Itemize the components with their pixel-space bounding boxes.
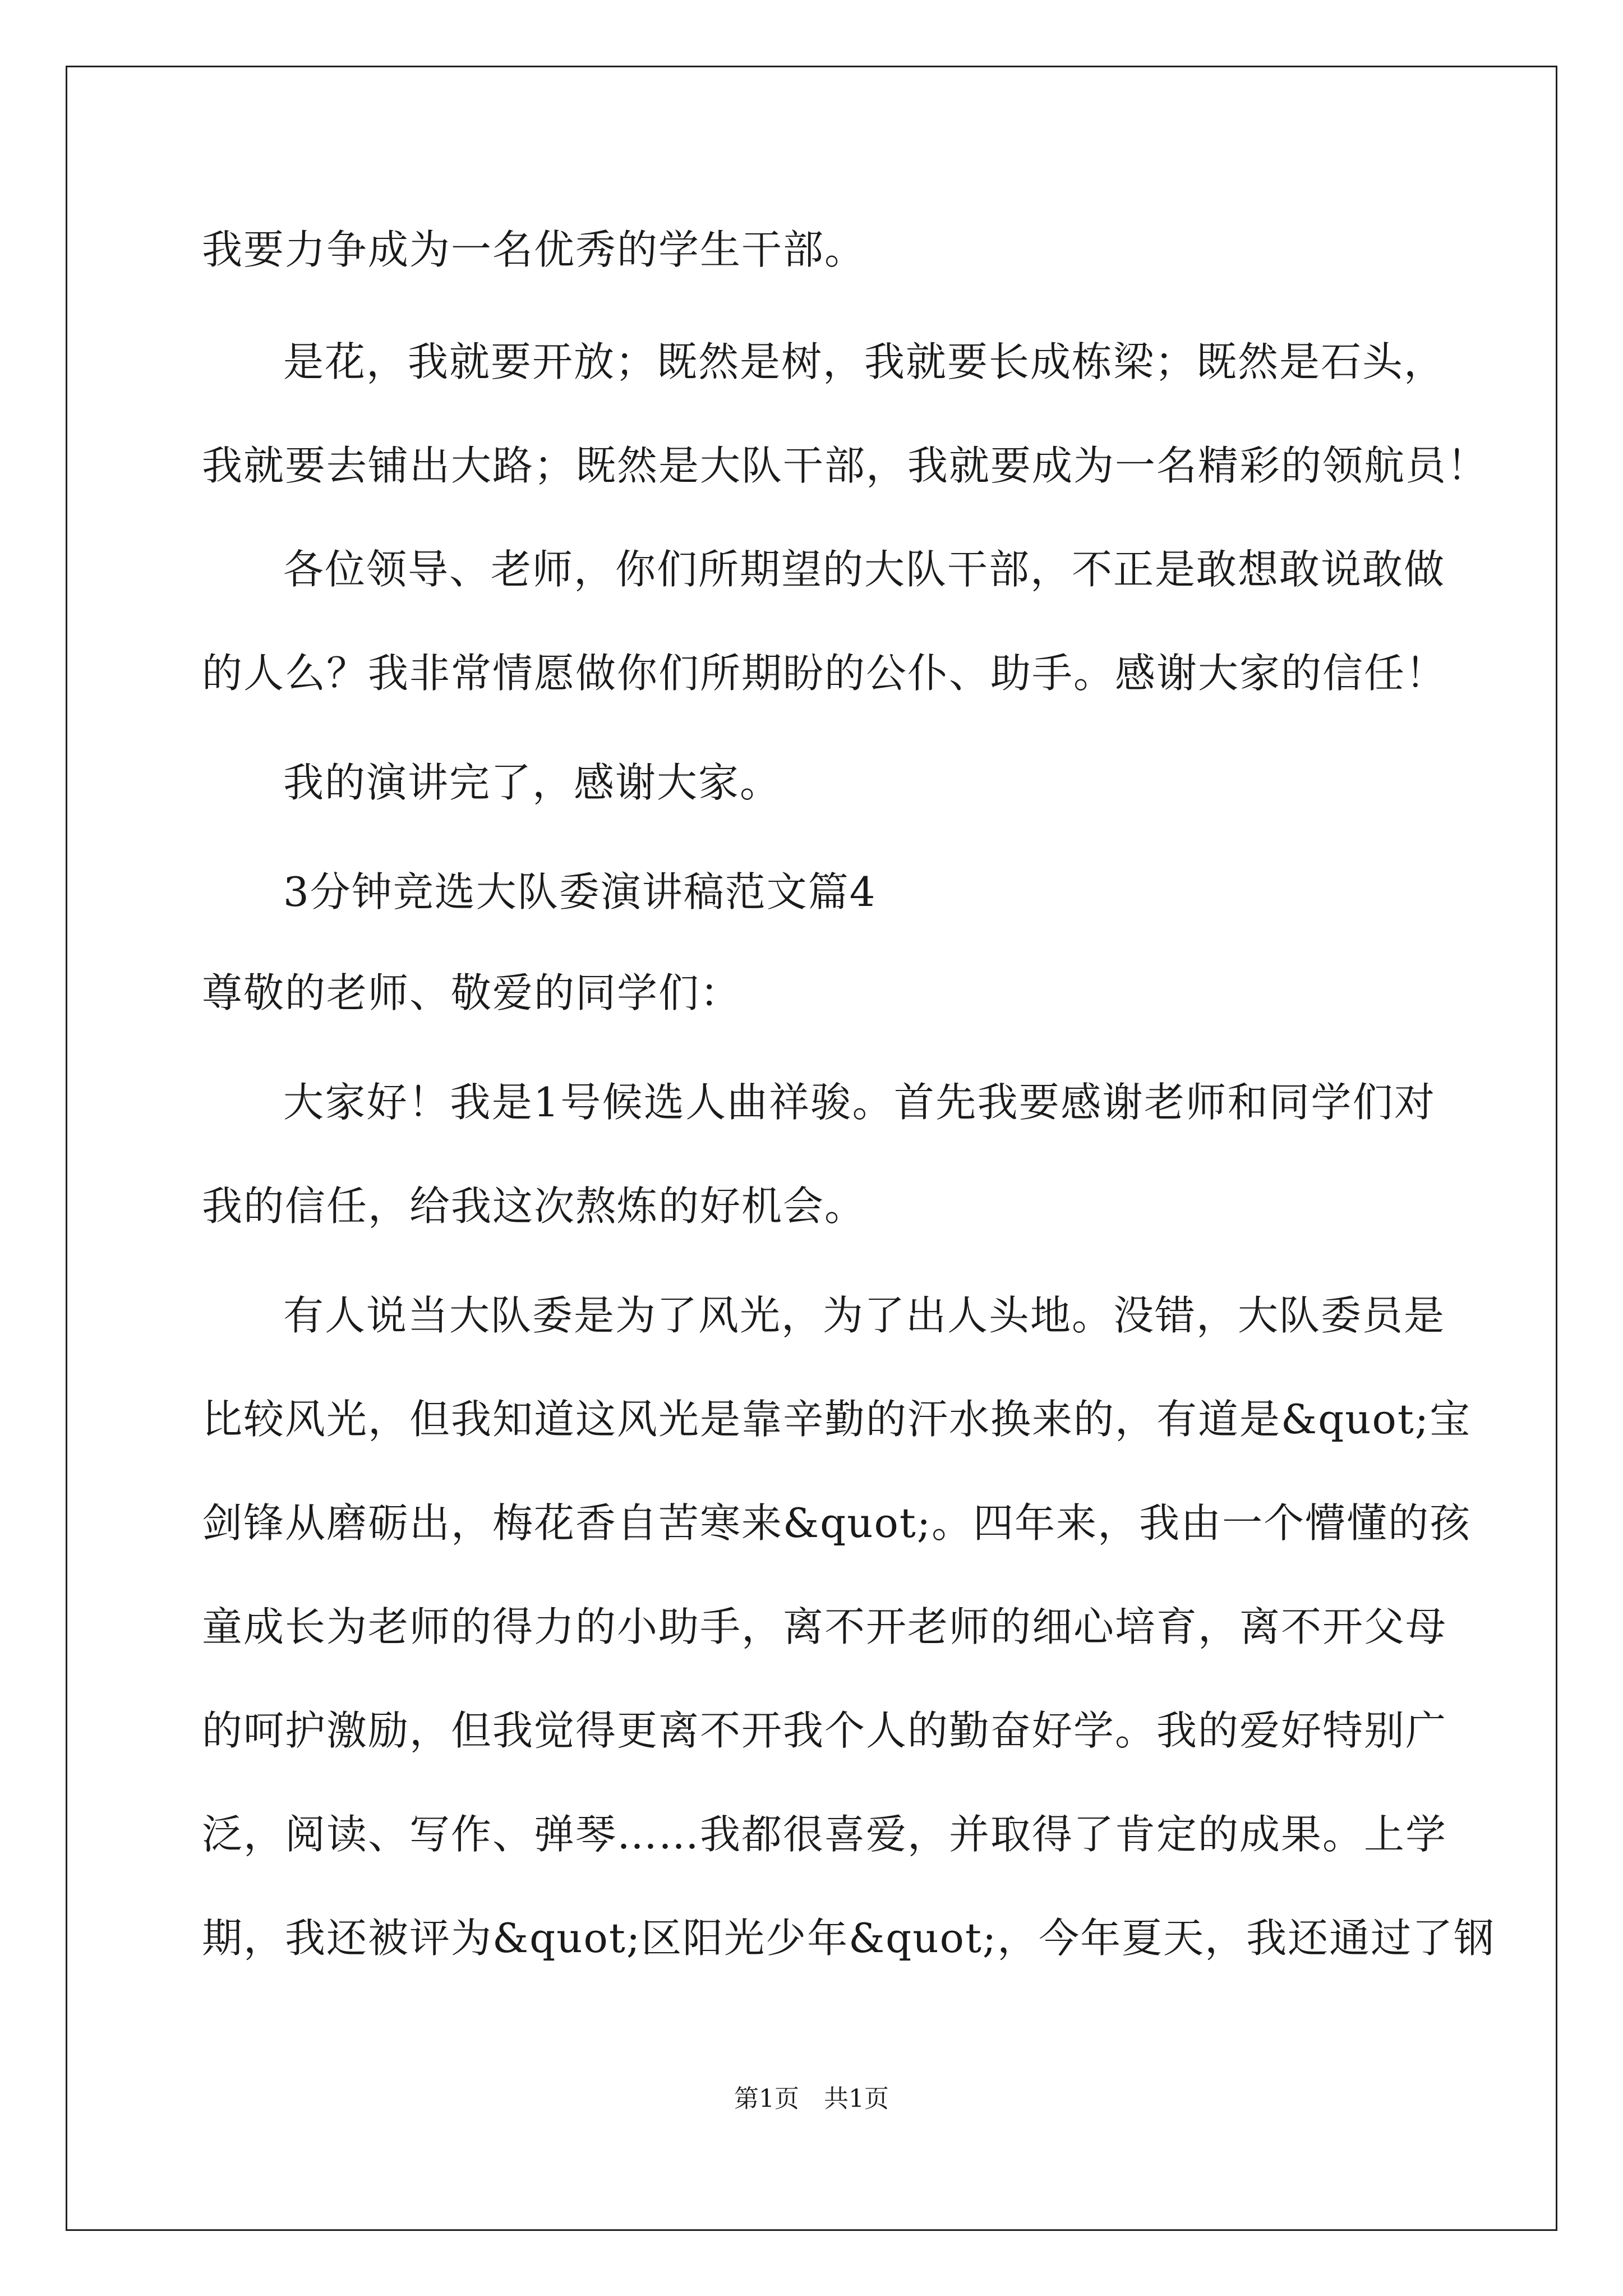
text-line-12: 比较风光，但我知道这风光是靠辛勤的汗水换来的，有道是&quot;宝 <box>202 1396 1472 1443</box>
text-line-11: 有人说当大队委是为了风光，为了出人头地。没错，大队委员是 <box>283 1292 1446 1339</box>
text-line-15: 的呵护激励，但我觉得更离不开我个人的勤奋好学。我的爱好特别广 <box>202 1707 1447 1754</box>
section-heading: 3分钟竞选大队委演讲稿范文篇4 <box>283 868 877 915</box>
text-line-6: 我的演讲完了，感谢大家。 <box>283 759 782 806</box>
text-line-10: 我的信任，给我这次熬炼的好机会。 <box>202 1182 866 1230</box>
text-line-1: 我要力争成为一名优秀的学生干部。 <box>202 226 866 273</box>
text-line-5: 的人么？我非常情愿做你们所期盼的公仆、助手。感谢大家的信任！ <box>202 650 1447 697</box>
page-footer: 第1页 共1页 <box>734 2085 889 2113</box>
text-line-4: 各位领导、老师，你们所期望的大队干部，不正是敢想敢说敢做 <box>283 546 1446 593</box>
page-border <box>66 66 1557 2231</box>
salutation: 尊敬的老师、敬爱的同学们： <box>202 969 742 1016</box>
text-line-16: 泛，阅读、写作、弹琴……我都很喜爱，并取得了肯定的成果。上学 <box>202 1811 1447 1858</box>
text-line-13: 剑锋从磨砺出，梅花香自苦寒来&quot;。四年来，我由一个懵懂的孩 <box>202 1499 1472 1547</box>
text-line-17: 期，我还被评为&quot;区阳光少年&quot;，今年夏天，我还通过了钢 <box>202 1915 1496 1962</box>
text-line-9: 大家好！我是1号候选人曲祥骏。首先我要感谢老师和同学们对 <box>283 1079 1436 1126</box>
text-line-14: 童成长为老师的得力的小助手，离不开老师的细心培育，离不开父母 <box>202 1603 1447 1650</box>
text-line-3: 我就要去铺出大路；既然是大队干部，我就要成为一名精彩的领航员！ <box>202 442 1489 489</box>
text-line-2: 是花，我就要开放；既然是树，我就要长成栋梁；既然是石头， <box>283 338 1446 385</box>
